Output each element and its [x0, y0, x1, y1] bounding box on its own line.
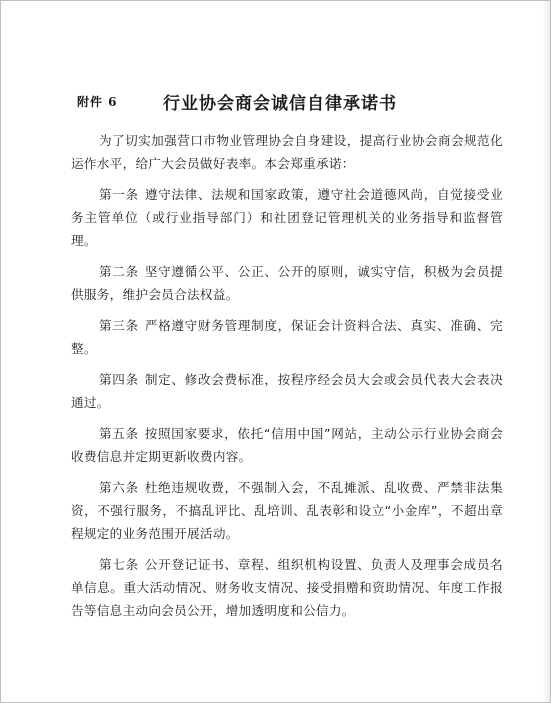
article-2	[71, 260, 503, 306]
page-edge-shadow	[542, 1, 550, 702]
article-3-text: 严格遵守财务管理制度，保证会计资料合法、真实、准确、完整。	[71, 318, 503, 356]
article-1	[71, 183, 503, 252]
article-2-label: 第二条	[99, 264, 139, 279]
article-6-text: 杜绝违规收费，不强制入会，不乱摊派、乱收费、严禁非法集资，不强行服务，不搞乱评比、乱培训、乱表彰和设立“小金库”，不超出章程规定的业务范围开展活动。	[71, 480, 503, 541]
article-1-text: 遵守法律、法规和国家政策，遵守社会道德风尚，自觉接受业务主管单位（或行业指导部门）和社团登记管理机关的业务指导和监督管理。	[71, 187, 503, 248]
article-7	[71, 553, 503, 622]
article-5-label: 第五条	[99, 426, 139, 441]
article-5	[71, 422, 503, 468]
document-title: 行业协会商会诚信自律承诺书	[163, 94, 397, 114]
article-4-label: 第四条	[99, 372, 139, 387]
article-4	[71, 368, 503, 414]
article-6	[71, 476, 503, 545]
article-2-text: 坚守遵循公平、公正、公开的原则，诚实守信，积极为会员提供服务，维护会员合法权益。	[71, 264, 503, 302]
article-1-label: 第一条	[99, 187, 139, 202]
intro-paragraph: 为了切实加强营口市物业管理协会自身建设，提高行业协会商会规范化运作水平，给广大会员做好表率。本会郑重承诺：	[71, 133, 503, 171]
article-3-label: 第三条	[99, 318, 139, 333]
article-5-text: 按照国家要求，依托“信用中国”网站，主动公示行业协会商会收费信息并定期更新收费内容。	[71, 426, 504, 464]
article-7-text: 公开登记证书、章程、组织机构设置、负责人及理事会成员名单信息。重大活动情况、财务收支情况、接受捐赠和资助情况、年度工作报告等信息主动向会员公开，增加透明度和公信力。	[71, 557, 503, 618]
attachment-label: 附件 6	[77, 95, 118, 109]
article-7-label: 第七条	[99, 557, 139, 572]
article-6-label: 第六条	[99, 480, 139, 495]
article-4-text: 制定、修改会费标准，按程序经会员大会或会员代表大会表决通过。	[71, 372, 503, 410]
document-body	[71, 129, 503, 630]
article-3	[71, 314, 503, 360]
